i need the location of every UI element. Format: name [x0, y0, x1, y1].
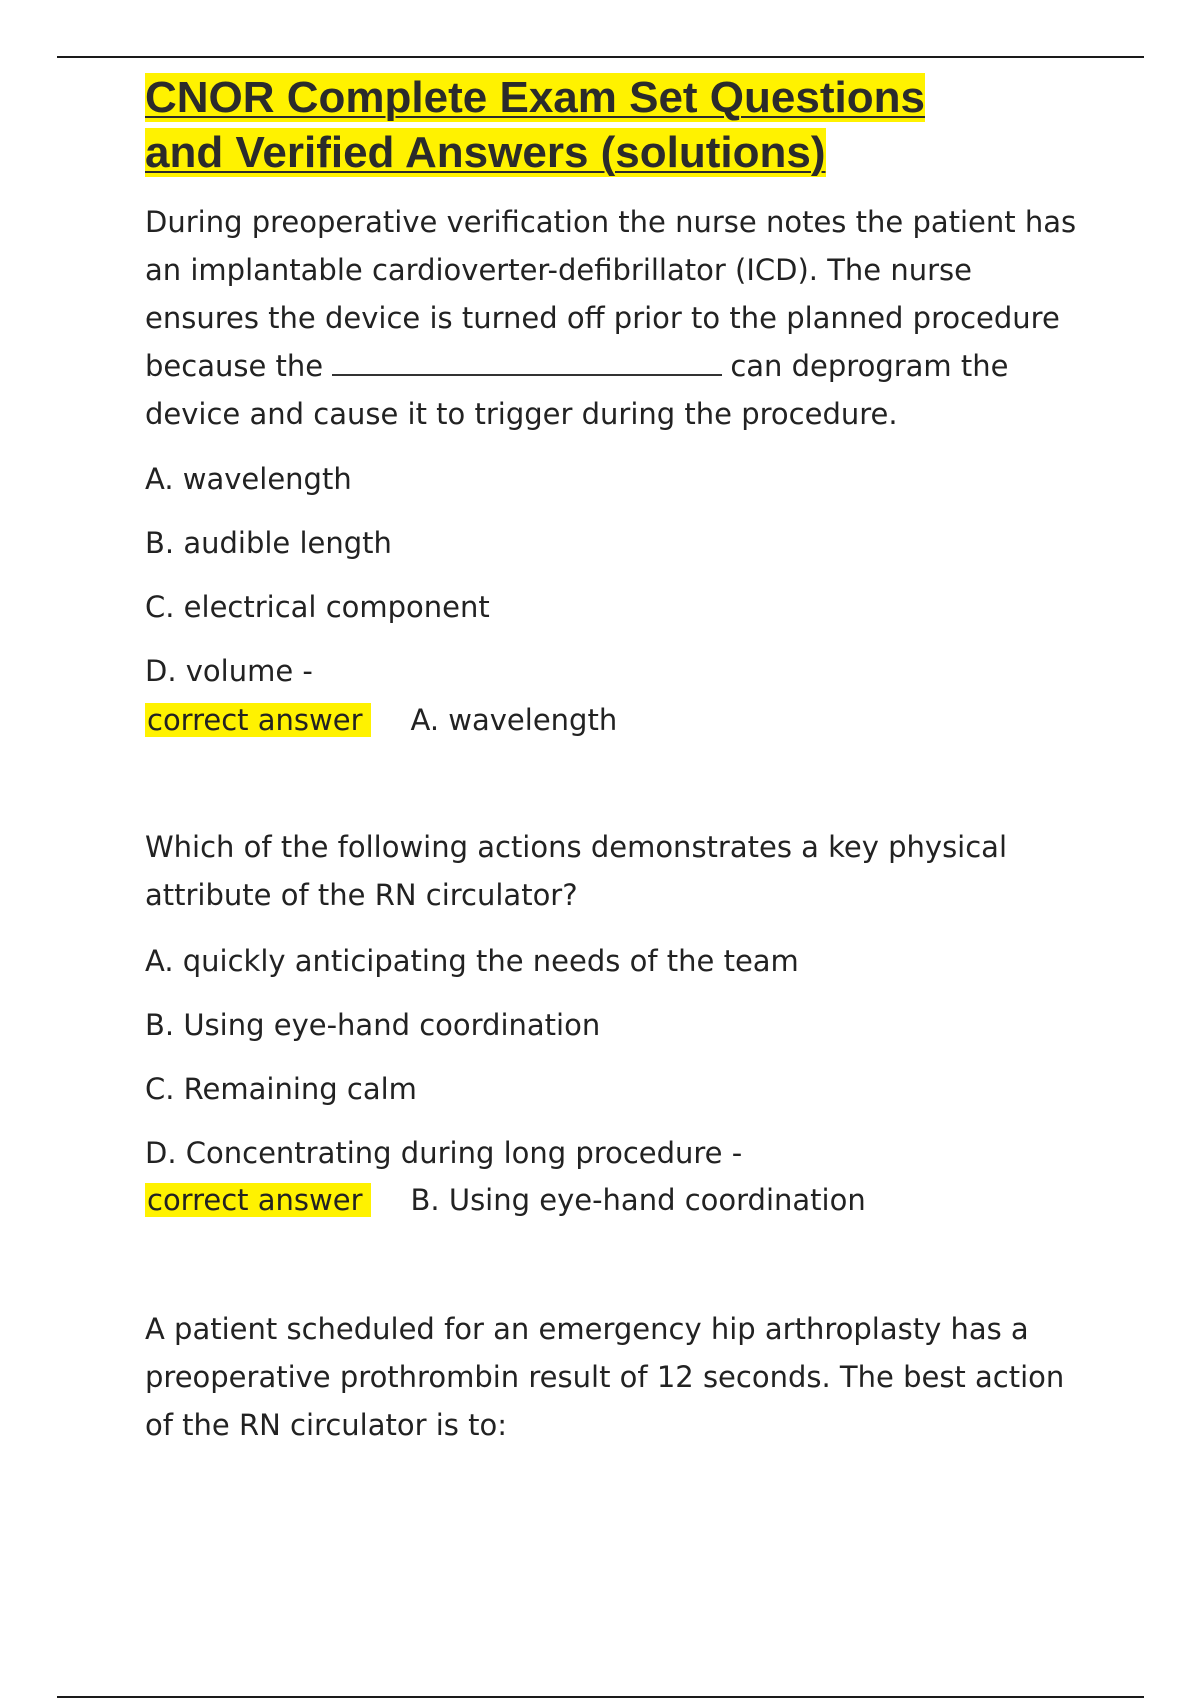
question-3-stem: A patient scheduled for an emergency hip arthroplasty has a preoperative prothrombin result of 12 seconds. The best action of the RN circulator is to: — [145, 1312, 1065, 1442]
question-1-option-a: A. wavelength — [145, 462, 352, 496]
question-1-option-d: D. volume - — [145, 654, 313, 688]
top-rule — [57, 56, 1144, 58]
question-1-blank — [332, 344, 722, 376]
question-1-stem-part2: can deprogram the device and cause it to trigger during the procedure. — [145, 349, 1009, 431]
title-line-1: CNOR Complete Exam Set Questions — [145, 73, 925, 122]
question-2-option-d: D. Concentrating during long procedure - — [145, 1136, 743, 1170]
question-1-option-c: C. electrical component — [145, 590, 490, 624]
question-1-answer-row — [145, 697, 617, 743]
question-2-option-a: A. quickly anticipating the needs of the team — [145, 944, 799, 978]
document-title — [145, 70, 1145, 180]
title-line-2: and Verified Answers (solutions) — [145, 128, 826, 177]
question-2-stem: Which of the following actions demonstrates a key physical attribute of the RN circulator? — [145, 830, 1008, 912]
question-2-answer-row — [145, 1177, 866, 1223]
question-1-option-b: B. audible length — [145, 526, 392, 560]
question-2-answer: B. Using eye-hand coordination — [410, 1183, 866, 1217]
correct-answer-label: correct answer — [145, 1183, 371, 1217]
bottom-rule — [57, 1696, 1144, 1698]
question-1-answer: A. wavelength — [410, 703, 618, 737]
question-2-option-c: C. Remaining calm — [145, 1072, 417, 1106]
question-1-stem — [145, 198, 1085, 438]
correct-answer-label: correct answer — [145, 703, 371, 737]
question-1-stem-part1: During preoperative verification the nurse notes the patient has an implantable cardioverter-defibrillator (ICD). The nurse ensures the device is turned off prior to the planned procedure because the — [145, 205, 1077, 383]
question-2-option-b: B. Using eye-hand coordination — [145, 1008, 601, 1042]
